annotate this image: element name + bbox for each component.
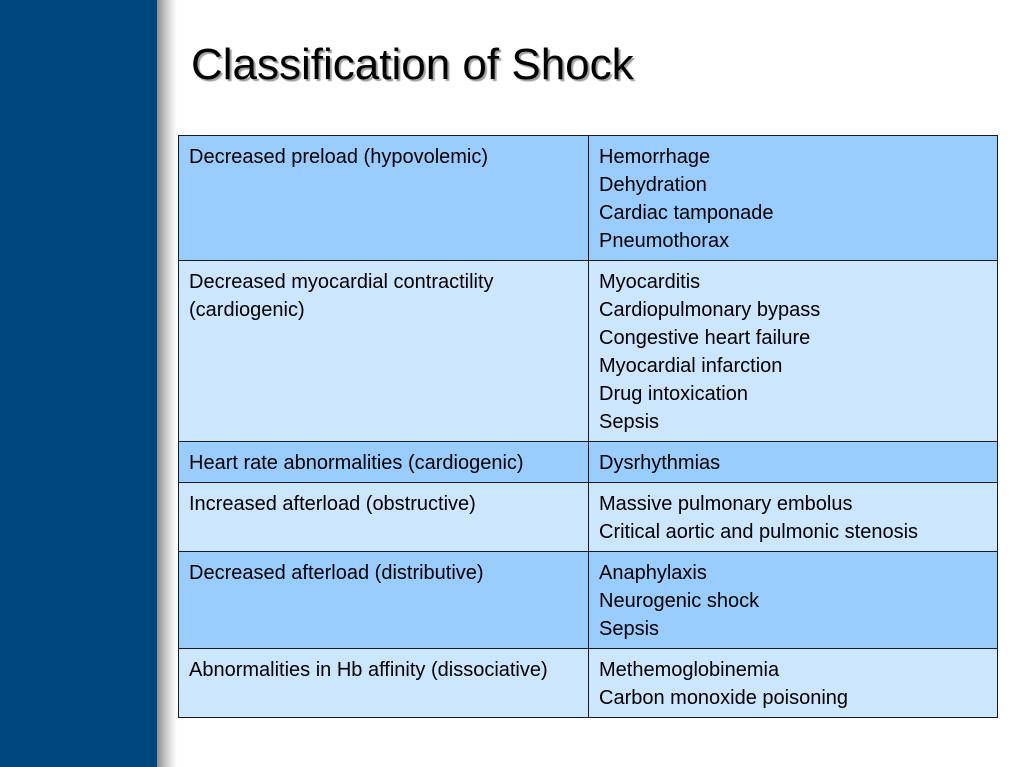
- cause-item: Hemorrhage: [599, 146, 711, 168]
- shock-type-cell: Increased afterload (obstructive): [179, 483, 589, 552]
- table-row: [179, 649, 998, 718]
- table-row: [179, 136, 998, 261]
- table-row: [179, 552, 998, 649]
- causes-cell: [589, 442, 998, 483]
- cause-item: Anaphylaxis: [599, 562, 707, 584]
- cause-item: Neurogenic shock: [599, 590, 760, 612]
- shock-type-cell: Decreased preload (hypovolemic): [179, 136, 589, 261]
- cause-item: Congestive heart failure: [599, 327, 811, 349]
- cause-item: Carbon monoxide poisoning: [599, 687, 849, 709]
- slide-title: Classification of Shock: [191, 40, 634, 89]
- cause-item: Massive pulmonary embolus: [599, 493, 853, 515]
- shock-type-cell: Abnormalities in Hb affinity (dissociative): [179, 649, 589, 718]
- cause-item: Dehydration: [599, 174, 707, 196]
- causes-cell: [589, 649, 998, 718]
- cause-item: Myocarditis: [599, 271, 701, 293]
- cause-item: Sepsis: [599, 618, 660, 640]
- causes-cell: [589, 552, 998, 649]
- table-row: [179, 483, 998, 552]
- shock-type-cell: Heart rate abnormalities (cardiogenic): [179, 442, 589, 483]
- causes-cell: [589, 483, 998, 552]
- shock-type-cell: Decreased afterload (distributive): [179, 552, 589, 649]
- causes-cell: [589, 261, 998, 442]
- cause-item: Myocardial infarction: [599, 355, 783, 377]
- classification-table: [178, 135, 998, 718]
- cause-item: Cardiac tamponade: [599, 202, 774, 224]
- cause-item: Pneumothorax: [599, 230, 730, 252]
- sidebar-shadow: [157, 0, 177, 767]
- shock-type-cell: Decreased myocardial contractility (cardiogenic): [179, 261, 589, 442]
- cause-item: Drug intoxication: [599, 383, 748, 405]
- table-row: [179, 261, 998, 442]
- sidebar-band: [0, 0, 157, 767]
- cause-item: Critical aortic and pulmonic stenosis: [599, 521, 919, 543]
- cause-item: Dysrhythmias: [599, 452, 721, 474]
- causes-cell: [589, 136, 998, 261]
- cause-item: Methemoglobinemia: [599, 659, 780, 681]
- cause-item: Sepsis: [599, 411, 660, 433]
- table-row: [179, 442, 998, 483]
- cause-item: Cardiopulmonary bypass: [599, 299, 821, 321]
